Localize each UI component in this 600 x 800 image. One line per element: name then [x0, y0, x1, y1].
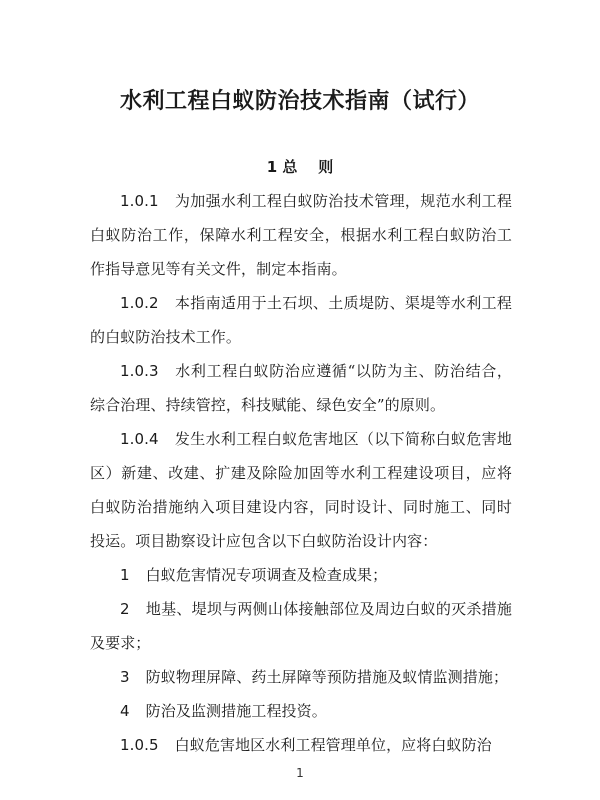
clause-number: 1.0.3 [120, 362, 159, 380]
paragraph-1-0-1 [90, 184, 512, 286]
clause-text: 白蚁危害地区水利工程管理单位，应将白蚁防治 [174, 736, 492, 754]
list-item-4 [90, 694, 512, 728]
clause-number: 1.0.2 [120, 294, 159, 312]
paragraph-1-0-2 [90, 286, 512, 354]
list-number: 3 [120, 668, 130, 686]
list-number: 2 [120, 600, 130, 618]
clause-text: 发生水利工程白蚁危害地区（以下简称白蚁危害地区）新建、改建、扩建及除险加固等水利工程建设项目，应将白蚁防治措施纳入项目建设内容，同时设计、同时施工、同时投运。项目勘察设计应包含以下白蚁防治设计内容： [90, 430, 512, 550]
clause-number: 1.0.4 [120, 430, 159, 448]
page-number: 1 [296, 766, 304, 780]
list-text: 白蚁危害情况专项调查及检查成果； [145, 566, 388, 584]
list-item-2 [90, 592, 512, 660]
document-body [90, 184, 512, 762]
list-number: 1 [120, 566, 130, 584]
list-text: 防蚁物理屏障、药土屏障等预防措施及蚁情监测措施； [145, 668, 509, 686]
clause-number: 1.0.1 [120, 192, 159, 210]
paragraph-1-0-3 [90, 354, 512, 422]
list-item-1 [90, 558, 512, 592]
list-text: 防治及监测措施工程投资。 [145, 702, 327, 720]
clause-text: 本指南适用于土石坝、土质堤防、渠堤等水利工程的白蚁防治技术工作。 [90, 294, 512, 346]
clause-text: 为加强水利工程白蚁防治技术管理，规范水利工程白蚁防治工作，保障水利工程安全，根据水利工程白蚁防治工作指导意见等有关文件，制定本指南。 [90, 192, 512, 278]
clause-text: 水利工程白蚁防治应遵循“以防为主、防治结合，综合治理、持续管控，科技赋能、绿色安全”的原则。 [90, 362, 512, 414]
list-number: 4 [120, 702, 130, 720]
clause-number: 1.0.5 [120, 736, 159, 754]
chapter-heading: 1 总 则 [266, 158, 334, 176]
list-text: 地基、堤坝与两侧山体接触部位及周边白蚁的灭杀措施及要求； [90, 600, 512, 652]
document-title: 水利工程白蚁防治技术指南（试行） [119, 89, 480, 114]
list-item-3 [90, 660, 512, 694]
paragraph-1-0-5 [90, 728, 512, 762]
paragraph-1-0-4 [90, 422, 512, 558]
